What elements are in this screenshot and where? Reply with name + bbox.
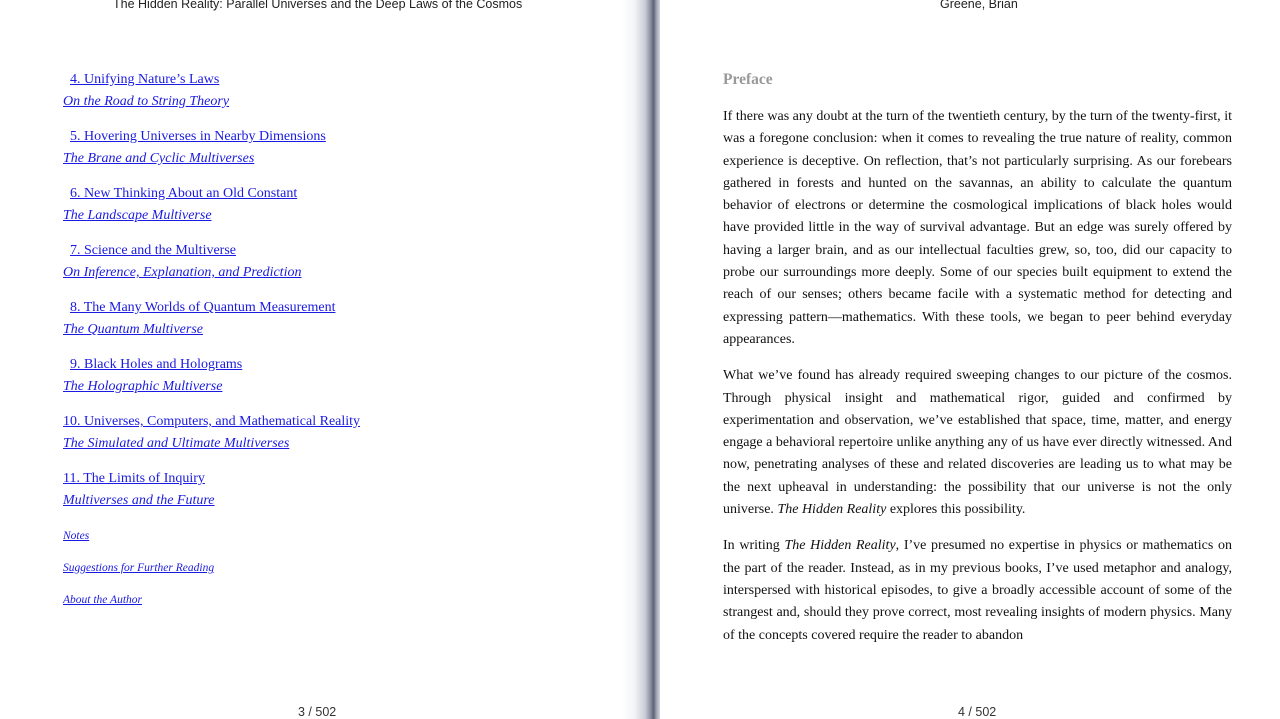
page-number: 3 / 502 — [298, 705, 337, 719]
paragraph — [723, 365, 1232, 521]
book-spine — [622, 0, 664, 719]
paragraph — [723, 535, 1232, 646]
paragraph-text: What we’ve found has already required sweeping changes to our picture of the cosmos. Through physical insight and mathematical rigor, guided and confirmed by experimentation and observation, we’ve established that space, time, matter, and energy engage a behavioral repertoire unlike anything any of us have ever directly witnessed. And now, penetrating analyses of these and related discoveries are leading us to what may be the next upheaval in understanding: the possibility that our universe is not the only universe. — [723, 368, 1232, 518]
toc-entry — [63, 297, 603, 341]
book-title-header: The Hidden Reality: Parallel Universes and the Deep Laws of the Cosmos — [113, 0, 523, 11]
toc-chapter-link[interactable]: 6. New Thinking About an Old Constant — [70, 186, 298, 201]
paragraph-text: explores this possibility. — [889, 502, 1026, 518]
toc-about-author-link[interactable]: About the Author — [63, 594, 143, 606]
toc-chapter-subtitle-link[interactable]: On the Road to String Theory — [63, 94, 230, 109]
toc-further-reading-link[interactable]: Suggestions for Further Reading — [63, 562, 215, 574]
toc-chapter-link[interactable]: 4. Unifying Nature’s Laws — [70, 72, 220, 87]
toc-chapter-subtitle-link[interactable]: Multiverses and the Future — [63, 493, 215, 508]
toc-chapter-subtitle-link[interactable]: On Inference, Explanation, and Prediction — [63, 265, 302, 280]
toc-chapter-subtitle-link[interactable]: The Holographic Multiverse — [63, 379, 223, 394]
toc-chapter-link[interactable]: 9. Black Holes and Holograms — [70, 357, 243, 372]
toc-chapter-subtitle-link[interactable]: The Quantum Multiverse — [63, 322, 203, 337]
toc-notes-link[interactable]: Notes — [63, 530, 90, 542]
toc-chapter-subtitle-link[interactable]: The Simulated and Ultimate Multiverses — [63, 436, 290, 451]
book-title-italic: The Hidden Reality — [784, 538, 896, 554]
page-number: 4 / 502 — [958, 705, 997, 719]
toc-chapter-subtitle-link[interactable]: The Brane and Cyclic Multiverses — [63, 151, 255, 166]
toc-entry — [63, 411, 603, 455]
toc-entry — [63, 240, 603, 284]
book-title-italic: The Hidden Reality — [777, 502, 887, 518]
toc-chapter-link[interactable]: 8. The Many Worlds of Quantum Measurement — [70, 300, 336, 315]
toc-entry — [63, 183, 603, 227]
table-of-contents — [63, 69, 603, 624]
chapter-title: Preface — [723, 71, 773, 88]
toc-entry — [63, 69, 603, 113]
toc-chapter-subtitle-link[interactable]: The Landscape Multiverse — [63, 208, 212, 223]
right-page — [660, 0, 1280, 719]
preface-content — [723, 70, 1232, 661]
paragraph: If there was any doubt at the turn of the twentieth century, by the turn of the twenty-first, it was a foregone conclusion: when it comes to revealing the true nature of reality, common experience is deceptive. On reflection, that’s not particularly surprising. As our forebears gathered in forests and hunted on the savannas, an ability to calculate the quantum behavior of electrons or determine the cosmological implications of black holes would have provided little in the way of survival advantage. But an edge was surely offered by having a larger brain, and as our intellectual faculties grew, so, too, did our capacity to probe our surroundings more deeply. Some of our species built equipment to extend the reach of our senses; others became facile with a systematic method for detecting and expressing pattern—mathematics. With these tools, we began to peer behind everyday appearances. — [723, 109, 1232, 347]
toc-chapter-link[interactable]: 5. Hovering Universes in Nearby Dimensions — [70, 129, 326, 144]
toc-entry — [63, 468, 603, 512]
author-header: Greene, Brian — [940, 0, 1018, 11]
toc-chapter-link[interactable]: 10. Universes, Computers, and Mathematical Reality — [63, 414, 361, 429]
toc-entry — [63, 126, 603, 170]
toc-entry — [63, 354, 603, 398]
toc-chapter-link[interactable]: 11. The Limits of Inquiry — [63, 471, 205, 486]
paragraph-text: , I’ve presumed no expertise in physics or mathematics on the part of the reader. Instead, as in my previous books, I’ve used metaphor and analogy, interspersed with historical episodes, to give a broadly accessible account of some of the strangest and, should they prove correct, most revealing insights of modern physics. Many of the concepts covered require the reader to abandon — [723, 538, 1232, 643]
paragraph-text: In writing — [723, 538, 780, 554]
toc-chapter-link[interactable]: 7. Science and the Multiverse — [70, 243, 237, 258]
